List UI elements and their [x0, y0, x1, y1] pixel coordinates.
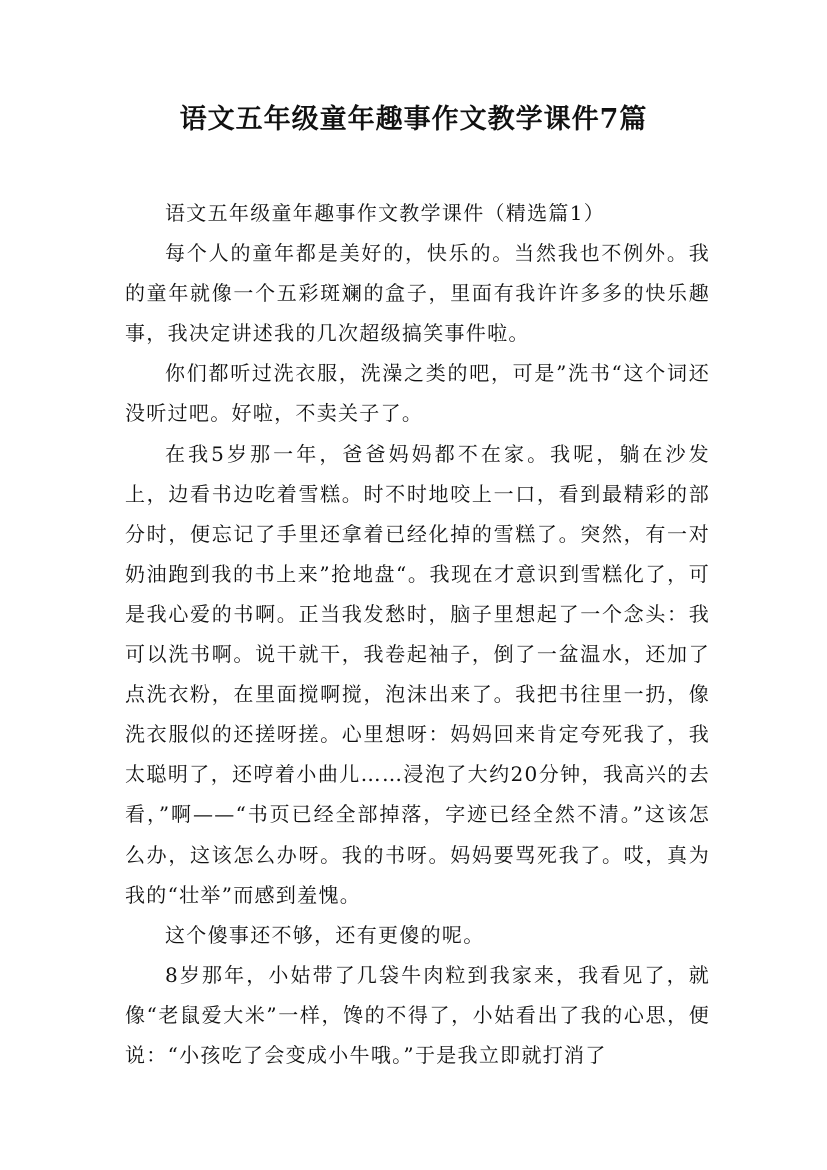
document-body: [125, 193, 710, 1075]
paragraph: 每个人的童年都是美好的，快乐的。当然我也不例外。我的童年就像一个五彩斑斓的盒子，里面有我许许多多的快乐趣事，我决定讲述我的几次超级搞笑事件啦。: [125, 241, 710, 346]
paragraph: 这个傻事还不够，还有更傻的呢。: [165, 922, 485, 947]
paragraph: 你们都听过洗衣服，洗澡之类的吧，可是”洗书“这个词还没听过吧。好啦，不卖关子了。: [125, 361, 710, 426]
paragraph: 在我5岁那一年，爸爸妈妈都不在家。我呢，躺在沙发上，边看书边吃着雪糕。时不时地咬上一口，看到最精彩的部分时，便忘记了手里还拿着已经化掉的雪糕了。突然，有一对奶油跑到我的书上来”抢地盘“。我现在才意识到雪糕化了，可是我心爱的书啊。正当我发愁时，脑子里想起了一个念头：我可以洗书啊。说干就干，我卷起袖子，倒了一盆温水，还加了点洗衣粉，在里面搅啊搅，泡沫出来了。我把书往里一扔，像洗衣服似的还搓呀搓。心里想呀：妈妈回来肯定夸死我了，我太聪明了，还哼着小曲儿……浸泡了大约20分钟，我高兴的去看，”啊——“书页已经全部掉落，字迹已经全然不清。”这该怎么办，这该怎么办呀。我的书呀。妈妈要骂死我了。哎，真为我的“壮举”而感到羞愧。: [125, 441, 710, 907]
section-subtitle: 语文五年级童年趣事作文教学课件（精选篇1）: [165, 201, 606, 225]
document-title: 语文五年级童年趣事作文教学课件7篇: [179, 104, 648, 135]
paragraph: 8岁那年，小姑带了几袋牛肉粒到我家来，我看见了，就像“老鼠爱大米”一样，馋的不得了，小姑看出了我的心思，便说：“小孩吃了会变成小牛哦。”于是我立即就打消了: [125, 962, 710, 1067]
